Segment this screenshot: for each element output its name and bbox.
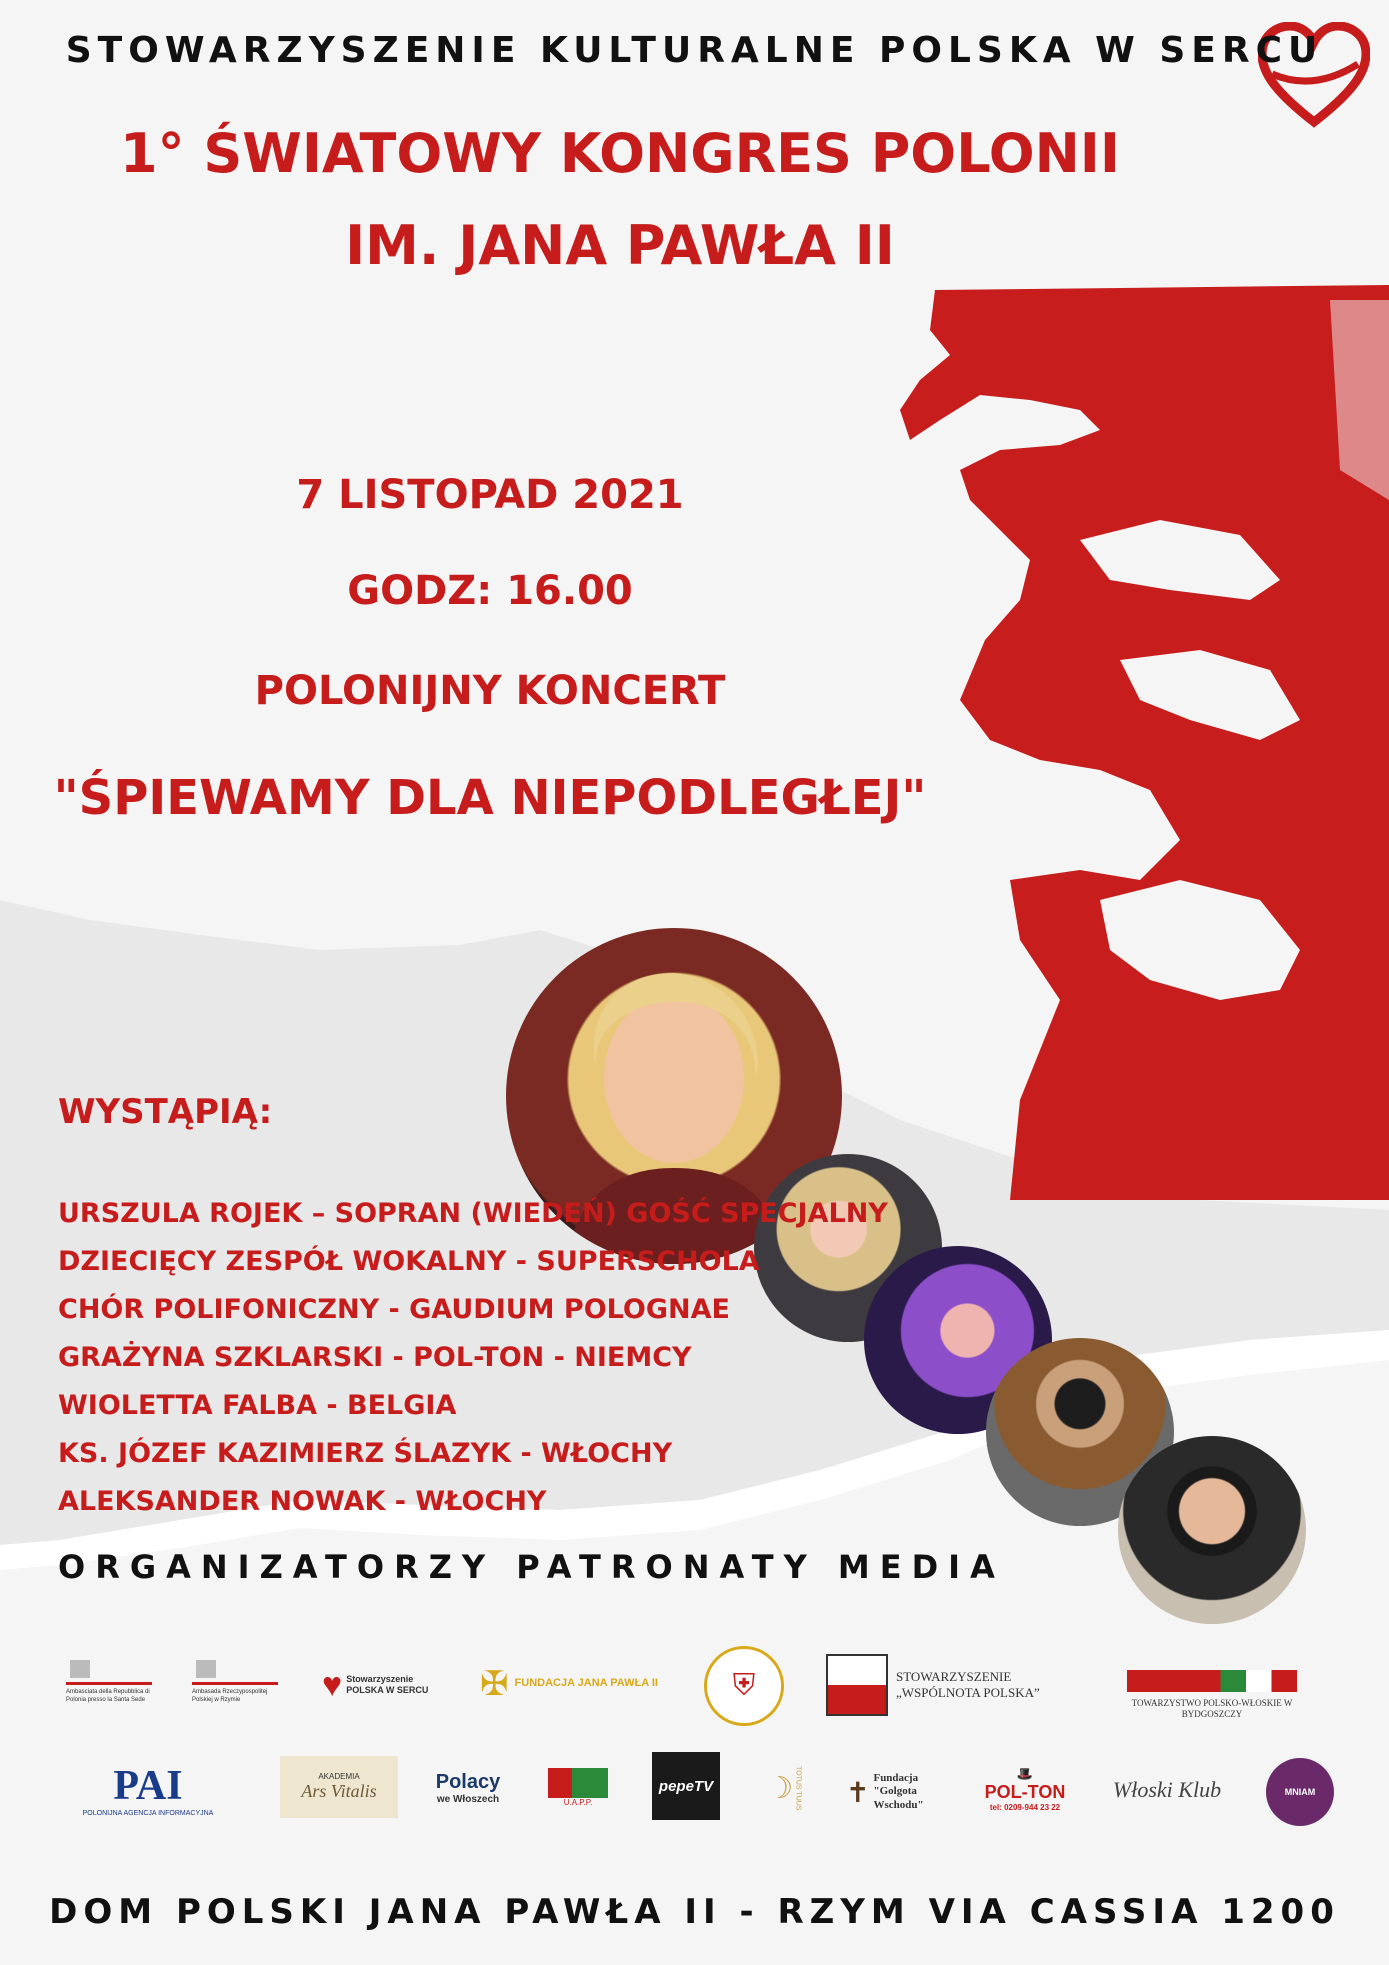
event-date: 7 LISTOPAD 2021 (296, 472, 684, 518)
performer-line: GRAŻYNA SZKLARSKI - POL-TON - NIEMCY (58, 1342, 692, 1373)
ars-vitalis-logo: AKADEMIA Ars Vitalis (280, 1756, 398, 1818)
golgota-wschodu-logo: ✝ Fundacja "Golgota Wschodu" (846, 1772, 924, 1811)
pepe-tv-logo: pepeTV (652, 1752, 720, 1820)
wloski-klub-logo: Włoski Klub (1112, 1777, 1222, 1802)
performer-line: CHÓR POLIFONICZNY - GAUDIUM POLOGNAE (58, 1294, 730, 1325)
pol-ton-logo: 🎩 POL-TON tel: 0209-944 23 22 (984, 1765, 1066, 1812)
totus-tuus-logo: ☽ TOTUS TUUS (766, 1765, 802, 1811)
papal-arms-icon: ✠ (480, 1665, 509, 1703)
performer-line: URSZULA ROJEK – SOPRAN (WIEDEŃ) GOŚĆ SPECJALNY (58, 1198, 888, 1229)
organization-title: STOWARZYSZENIE KULTURALNE POLSKA W SERCU (65, 30, 1324, 71)
hat-icon: 🎩 (1016, 1765, 1034, 1781)
towarzystwo-polsko-wloskie-logo: TOWARZYSTWO POLSKO-WŁOSKIE W BYDGOSZCZY (1120, 1660, 1304, 1730)
uapp-logo: U.A.P.P. (540, 1756, 616, 1820)
pope-profile-icon: ☽ (766, 1771, 794, 1805)
venue-address: DOM POLSKI JANA PAWŁA II - RZYM VIA CASSIA 1200 (49, 1892, 1340, 1932)
performer-line: ALEKSANDER NOWAK - WŁOCHY (58, 1486, 547, 1517)
fundacja-jana-pawla-logo: ✠ FUNDACJA JANA PAWŁA II (480, 1665, 658, 1703)
ambasciata-repubblica-logo: Ambasciata della Repubblica di Polonia presso la Santa Sede (66, 1648, 156, 1716)
heart-icon: ♥ (322, 1665, 343, 1704)
performer-line: DZIECIĘCY ZESPÓŁ WOKALNY - SUPERSCHOLA (58, 1246, 760, 1277)
ambasada-rzym-logo: Ambasada Rzeczypospolitej Polskiej w Rzymie (192, 1648, 282, 1716)
event-time: GODZ: 16.00 (347, 568, 633, 614)
performers-heading: WYSTĄPIĄ: (58, 1092, 273, 1132)
polacy-we-wloszech-logo: Polacy we Włoszech (435, 1770, 501, 1805)
congress-title-line2: IM. JANA PAWŁA II (345, 214, 895, 277)
coat-of-arms-logo (704, 1646, 784, 1726)
cross-icon: ✝ (846, 1776, 870, 1808)
polska-w-sercu-logo: ♥ Stowarzyszenie POLSKA W SERCU (322, 1665, 429, 1704)
performer-line: KS. JÓZEF KAZIMIERZ ŚLAZYK - WŁOCHY (58, 1438, 673, 1469)
sponsors-heading: ORGANIZATORZY PATRONATY MEDIA (58, 1548, 1005, 1586)
event-type: POLONIJNY KONCERT (254, 668, 726, 714)
event-title: "ŚPIEWAMY DLA NIEPODLEGŁEJ" (53, 770, 927, 826)
photo-aleksander-nowak (1118, 1436, 1306, 1624)
congress-title-line1: 1° ŚWIATOWY KONGRES POLONII (120, 122, 1120, 185)
wspolnota-polska-logo: STOWARZYSZENIE „WSPÓLNOTA POLSKA” (826, 1654, 1096, 1716)
mniam-logo: MNIAM (1266, 1758, 1334, 1826)
pai-logo: PAI POLONIJNA AGENCJA INFORMACYJNA (82, 1762, 214, 1817)
shield-icon: ⛨ (732, 1669, 756, 1702)
performer-line: WIOLETTA FALBA - BELGIA (58, 1390, 457, 1421)
